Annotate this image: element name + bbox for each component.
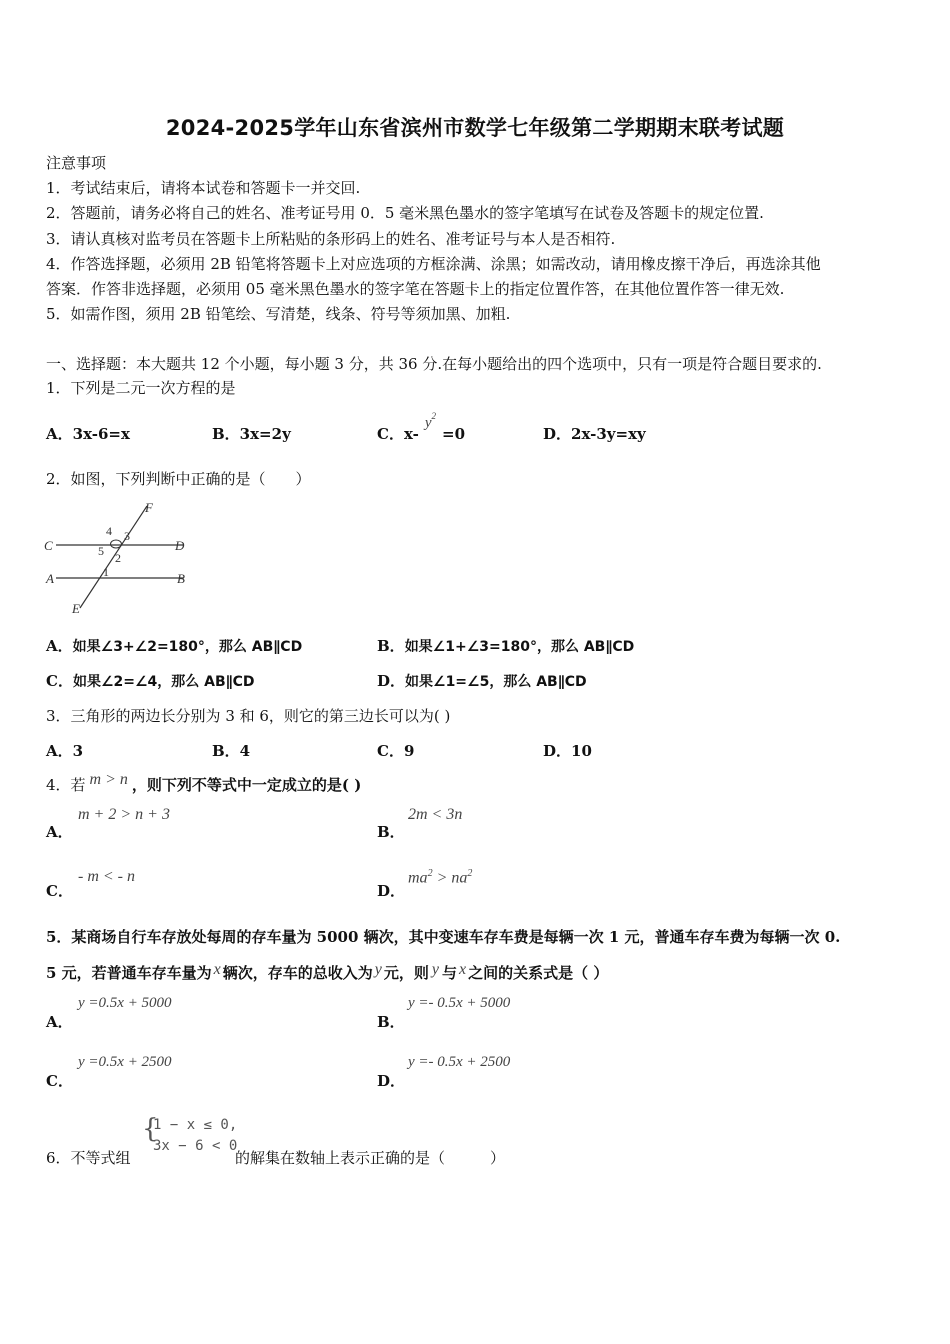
q6-system-line1: 1 − x ≤ 0, [153,1117,238,1133]
q1-option-b: B．3x=2y [212,425,291,443]
fig-angle-4: 4 [106,524,112,538]
q4-stem: 4．若 m > n ，则下列不等式中一定成立的是( ) [46,771,362,794]
q4-option-d-label: D． [377,882,406,900]
q2-option-c: C．如果∠2=∠4，那么 AB∥CD [46,672,255,690]
q2-option-a: A．如果∠3+∠2=180°，那么 AB∥CD [46,637,303,655]
q5-option-c: y =0.5x + 2500 [78,1054,172,1070]
q6-stem-pre: 6．不等式组 [46,1149,131,1167]
q5-option-d-label: D． [377,1072,406,1090]
fig-label-f: F [145,500,153,515]
note-4a: 4．作答选择题，必须用 2B 铅笔将答题卡上对应选项的方框涂满、涂黑；如需改动，请用橡皮擦干净后，再选涂其他 [46,255,821,273]
note-1: 1．考试结束后，请将本试卷和答题卡一并交回. [46,179,361,197]
system-brace: { [142,1114,159,1144]
q4-option-c: - m < - n [78,868,136,885]
note-5: 5．如需作图，须用 2B 铅笔绘、写清楚，线条、符号等须加黑、加粗. [46,305,511,323]
q1-option-c: C．$x-y^2=0$ [377,411,466,443]
q5-line1: 5．某商场自行车存放处每周的存车量为 5000 辆次，其中变速车存车费是每辆一次 1 元，普通车存车费为每辆一次 0. [46,928,841,946]
q2-option-d: D．如果∠1=∠5，那么 AB∥CD [377,672,587,690]
section-heading: 一、选择题：本大题共 12 个小题，每小题 3 分，共 36 分.在每小题给出的四个选项中，只有一项是符合题目要求的. [46,355,822,373]
q5-line2: 5 元，若普通车存车量为 x 辆次，存车的总收入为 y 元，则 y 与 x 之间的关系式是（ ） [46,961,609,982]
q5-option-c-label: C． [46,1072,73,1090]
q1-option-d: D．2x-3y=xy [543,425,646,443]
q3-option-d: D．10 [543,742,592,760]
notes-heading: 注意事项 [46,154,107,172]
q3-option-b: B．4 [212,742,251,760]
note-3: 3．请认真核对监考员在答题卡上所粘贴的条形码上的姓名、准考证号与本人是否相符. [46,230,616,248]
q4-option-b: 2m < 3n [408,806,463,823]
fig-angle-2: 2 [115,551,121,565]
q5-option-a: y =0.5x + 5000 [78,995,172,1011]
q3-stem: 3．三角形的两边长分别为 3 和 6，则它的第三边长可以为( ) [46,707,451,725]
fig-angle-5: 5 [98,544,104,558]
line-ef [80,506,147,608]
fig-label-e: E [72,601,80,616]
q5-option-b: y =- 0.5x + 5000 [408,995,511,1011]
q2-figure [42,500,192,620]
q3-option-a: A．3 [46,742,84,760]
q4-option-d: $ma^2 > na^2$ [408,868,473,887]
q4-option-a-label: A． [46,823,73,841]
q5-option-a-label: A． [46,1013,73,1031]
q3-option-c: C．9 [377,742,415,760]
q1-stem: 1．下列是二元一次方程的是 [46,379,236,397]
q1-option-a: A．3x-6=x [46,425,130,443]
fig-label-a: A [46,571,54,586]
fig-angle-3: 3 [124,529,130,543]
q6-system-line2: 3x − 6 < 0 [153,1138,238,1154]
q5-option-d: y =- 0.5x + 2500 [408,1054,511,1070]
page-title: 2024-2025学年山东省滨州市数学七年级第二学期期末联考试题 [165,116,785,140]
q5-option-b-label: B． [377,1013,405,1031]
q4-option-b-label: B． [377,823,405,841]
fig-angle-1: 1 [103,565,109,579]
note-4b: 答案．作答非选择题，必须用 05 毫米黑色墨水的签字笔在答题卡上的指定位置作答，在其他位置作答一律无效. [46,280,785,298]
fig-label-c: C [44,538,53,553]
q6-stem-post: 的解集在数轴上表示正确的是（ ） [235,1149,506,1167]
note-2: 2．答题前，请务必将自己的姓名、准考证号用 0．5 毫米黑色墨水的签字笔填写在试卷及答题卡的规定位置. [46,204,764,222]
q2-option-b: B．如果∠1+∠3=180°，那么 AB∥CD [377,637,635,655]
fig-label-d: D [175,538,185,553]
q2-stem: 2．如图，下列判断中正确的是（ ） [46,470,311,488]
q4-option-c-label: C． [46,882,73,900]
angle-arc [111,540,122,548]
q4-option-a: m + 2 > n + 3 [78,806,170,823]
fig-label-b: B [177,571,185,586]
